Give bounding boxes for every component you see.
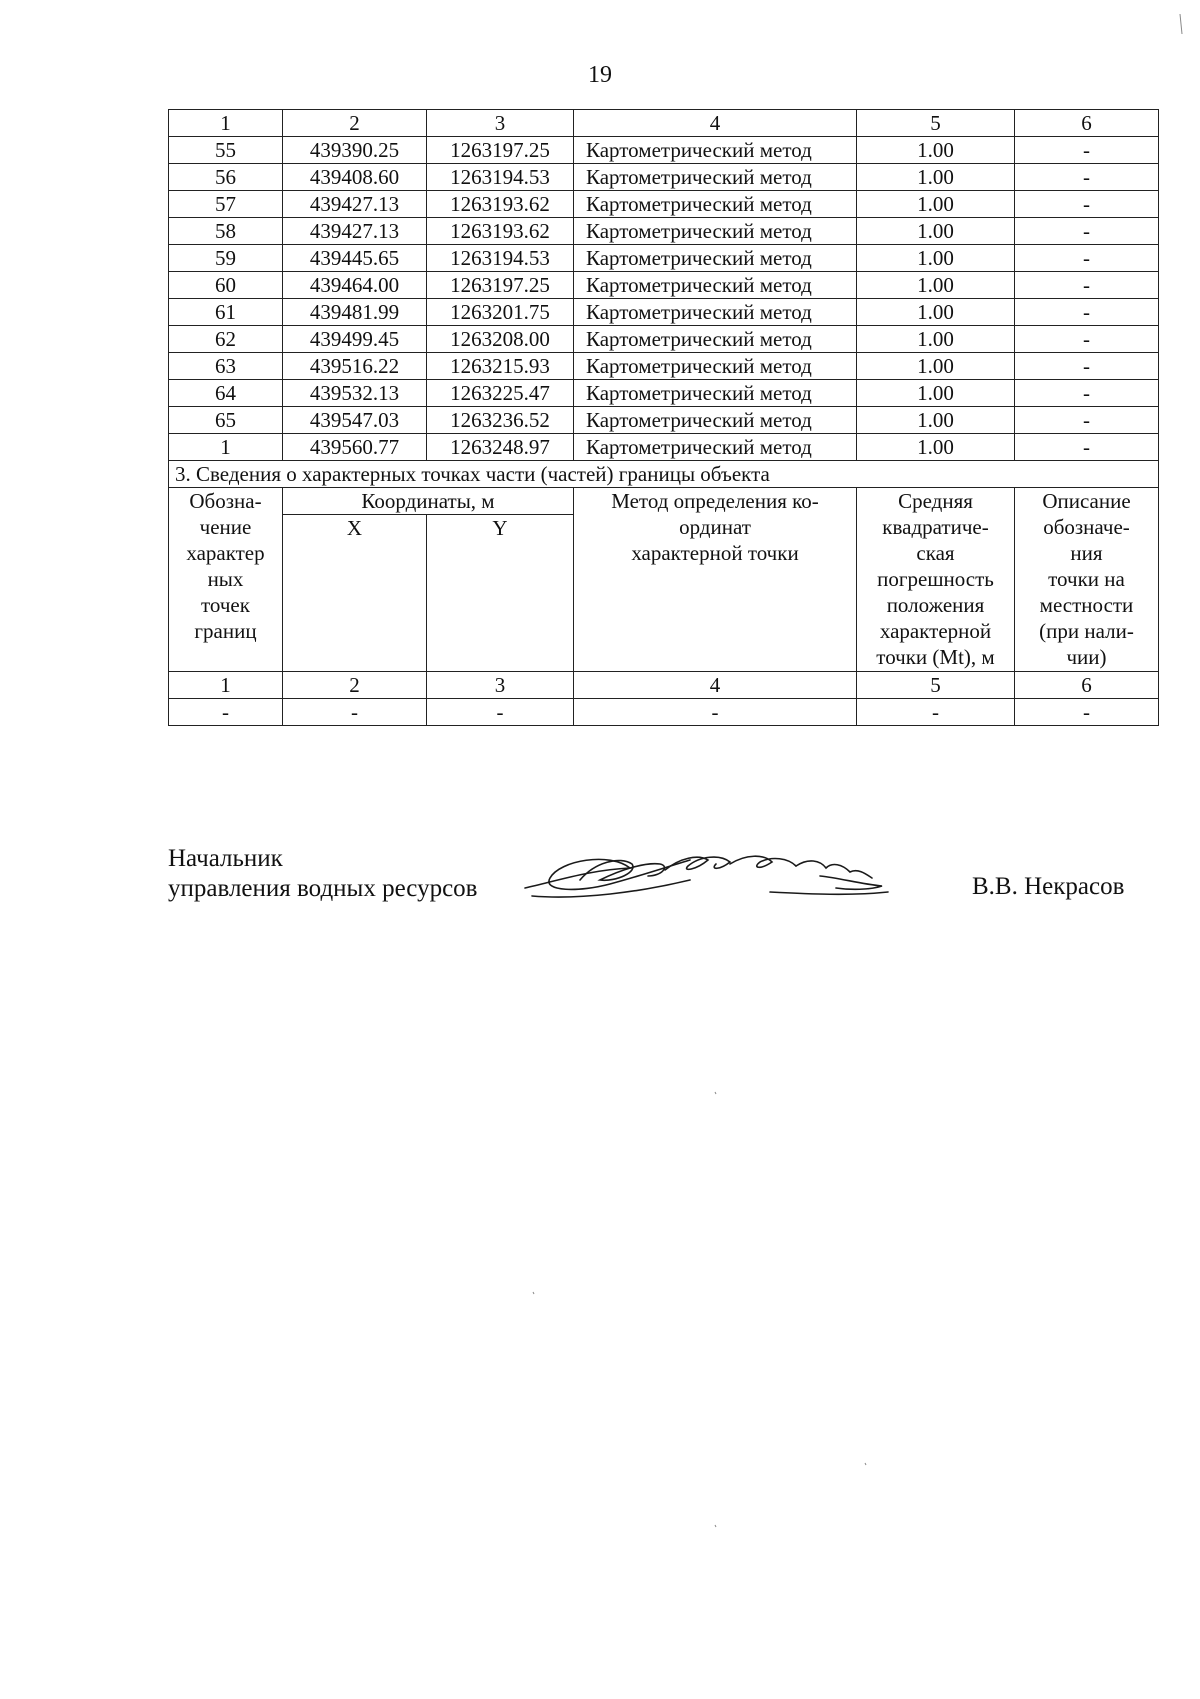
table-cell: 439390.25	[283, 137, 427, 164]
table-cell: 61	[169, 299, 283, 326]
table-cell: Картометрический метод	[574, 434, 857, 461]
signatory-name: В.В. Некрасов	[972, 873, 1125, 900]
table-cell: -	[1015, 434, 1159, 461]
table-cell: 439427.13	[283, 218, 427, 245]
table-cell: Картометрический метод	[574, 299, 857, 326]
table-cell: -	[1015, 299, 1159, 326]
header-cell: 6	[1015, 110, 1159, 137]
description-header-text: Описание обозначе- ния точки на местности (при нали- чии)	[1039, 489, 1134, 669]
table-cell: 439445.65	[283, 245, 427, 272]
table-cell: Картометрический метод	[574, 191, 857, 218]
error-header-text: Средняя квадратиче- ская погрешность положения характерной точки (Mt), м	[876, 489, 995, 669]
empty-cell: -	[857, 699, 1015, 726]
table-cell: 1.00	[857, 191, 1015, 218]
section3-title: 3. Сведения о характерных точках части (частей) границы объекта	[169, 461, 1159, 488]
table-cell: 1263248.97	[427, 434, 574, 461]
header-cell: 2	[283, 110, 427, 137]
table-cell: 1.00	[857, 353, 1015, 380]
table-cell: Картометрический метод	[574, 380, 857, 407]
table-cell: 1263201.75	[427, 299, 574, 326]
table-cell: 439464.00	[283, 272, 427, 299]
table-cell: 63	[169, 353, 283, 380]
table-cell: 1.00	[857, 272, 1015, 299]
table-cell: 56	[169, 164, 283, 191]
table-cell: Картометрический метод	[574, 407, 857, 434]
table-cell: 439516.22	[283, 353, 427, 380]
table-cell: 55	[169, 137, 283, 164]
table-cell: 1263197.25	[427, 137, 574, 164]
header-cell: 3	[427, 110, 574, 137]
designation-header-text: Обозна- чение характер ных точек границ	[186, 489, 265, 643]
empty-cell: -	[574, 699, 857, 726]
table-cell: -	[1015, 272, 1159, 299]
table-cell: Картометрический метод	[574, 353, 857, 380]
table-cell: Картометрический метод	[574, 272, 857, 299]
number-cell: 5	[857, 672, 1015, 699]
table-cell: 1	[169, 434, 283, 461]
x-header: X	[283, 515, 427, 672]
table-cell: 439547.03	[283, 407, 427, 434]
table-cell: 64	[169, 380, 283, 407]
table-cell: 1.00	[857, 380, 1015, 407]
table-cell: 1.00	[857, 407, 1015, 434]
header-cell: 4	[574, 110, 857, 137]
table-cell: 1263194.53	[427, 245, 574, 272]
table-cell: 1263215.93	[427, 353, 574, 380]
empty-cell: -	[1015, 699, 1159, 726]
table-cell: 1263194.53	[427, 164, 574, 191]
table-cell: 439481.99	[283, 299, 427, 326]
table-cell: -	[1015, 218, 1159, 245]
table-cell: 57	[169, 191, 283, 218]
table-cell: -	[1015, 137, 1159, 164]
table-cell: 1.00	[857, 326, 1015, 353]
position-line-1: Начальник	[168, 845, 283, 872]
table-cell: 439499.45	[283, 326, 427, 353]
table-cell: 1.00	[857, 164, 1015, 191]
empty-cell: -	[427, 699, 574, 726]
table-cell: -	[1015, 326, 1159, 353]
table-cell: -	[1015, 353, 1159, 380]
table-cell: 439408.60	[283, 164, 427, 191]
table-cell: -	[1015, 191, 1159, 218]
table-cell: 1.00	[857, 434, 1015, 461]
table-cell: -	[1015, 380, 1159, 407]
table-cell: 1.00	[857, 218, 1015, 245]
number-cell: 4	[574, 672, 857, 699]
empty-cell: -	[169, 699, 283, 726]
table-cell: -	[1015, 245, 1159, 272]
table-cell: 65	[169, 407, 283, 434]
table-cell: 1.00	[857, 299, 1015, 326]
number-cell: 3	[427, 672, 574, 699]
table-cell: 439427.13	[283, 191, 427, 218]
table-cell: 1.00	[857, 245, 1015, 272]
table-cell: 1263225.47	[427, 380, 574, 407]
number-cell: 2	[283, 672, 427, 699]
table-cell: Картометрический метод	[574, 245, 857, 272]
header-cell: 5	[857, 110, 1015, 137]
table-cell: 1263193.62	[427, 191, 574, 218]
table-cell: 58	[169, 218, 283, 245]
table-cell: 439532.13	[283, 380, 427, 407]
number-cell: 6	[1015, 672, 1159, 699]
table-cell: Картометрический метод	[574, 164, 857, 191]
number-cell: 1	[169, 672, 283, 699]
table-cell: 1.00	[857, 137, 1015, 164]
table-cell: 439560.77	[283, 434, 427, 461]
table-cell: Картометрический метод	[574, 218, 857, 245]
table-cell: 1263193.62	[427, 218, 574, 245]
table-cell: Картометрический метод	[574, 326, 857, 353]
position-line-2: управления водных ресурсов	[168, 875, 478, 902]
table-cell: Картометрический метод	[574, 137, 857, 164]
table-cell: 1263208.00	[427, 326, 574, 353]
table-cell: 1263236.52	[427, 407, 574, 434]
header-cell: 1	[169, 110, 283, 137]
table-cell: 62	[169, 326, 283, 353]
page-number: 19	[588, 62, 612, 88]
table-cell: 60	[169, 272, 283, 299]
table-cell: -	[1015, 164, 1159, 191]
table-cell: -	[1015, 407, 1159, 434]
coordinates-header: Координаты, м	[283, 488, 574, 515]
table-cell: 1263197.25	[427, 272, 574, 299]
table-cell: 59	[169, 245, 283, 272]
empty-cell: -	[283, 699, 427, 726]
y-header: Y	[427, 515, 574, 672]
method-header-text: Метод определения ко- ординат характерной точки	[611, 489, 819, 565]
